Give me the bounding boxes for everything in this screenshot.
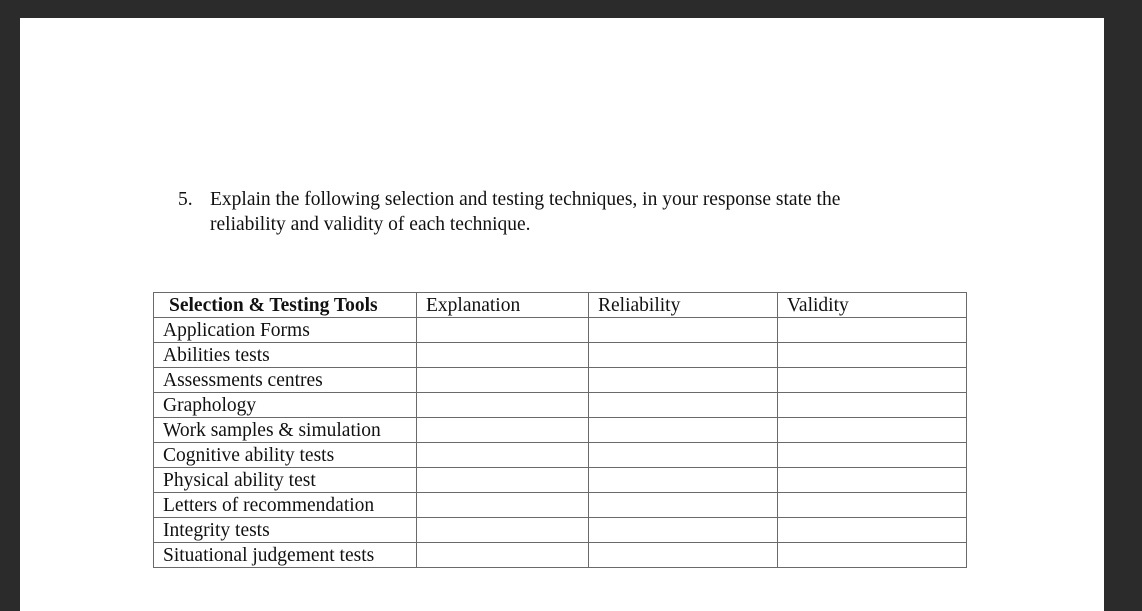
explanation-cell[interactable]	[417, 493, 589, 518]
explanation-cell[interactable]	[417, 518, 589, 543]
explanation-cell[interactable]	[417, 543, 589, 568]
tool-name-cell: Letters of recommendation	[154, 493, 417, 518]
table-row	[154, 343, 967, 368]
selection-testing-table	[153, 292, 967, 568]
reliability-cell[interactable]	[589, 368, 778, 393]
table-row	[154, 393, 967, 418]
reliability-cell[interactable]	[589, 418, 778, 443]
tool-name-cell: Work samples & simulation	[154, 418, 417, 443]
question-number: 5.	[178, 189, 193, 210]
validity-cell[interactable]	[778, 368, 967, 393]
tool-name-cell: Situational judgement tests	[154, 543, 417, 568]
explanation-cell[interactable]	[417, 368, 589, 393]
table-row	[154, 443, 967, 468]
reliability-cell[interactable]	[589, 543, 778, 568]
question-text-line-2: reliability and validity of each technique.	[210, 214, 531, 235]
validity-cell[interactable]	[778, 318, 967, 343]
table-row	[154, 318, 967, 343]
header-validity: Validity	[778, 293, 967, 318]
explanation-cell[interactable]	[417, 443, 589, 468]
tool-name-cell: Integrity tests	[154, 518, 417, 543]
tool-name-cell: Graphology	[154, 393, 417, 418]
validity-cell[interactable]	[778, 443, 967, 468]
tool-name-cell: Physical ability test	[154, 468, 417, 493]
explanation-cell[interactable]	[417, 318, 589, 343]
validity-cell[interactable]	[778, 393, 967, 418]
table-row	[154, 493, 967, 518]
question-text-line-1: Explain the following selection and testing techniques, in your response state the	[210, 189, 841, 210]
reliability-cell[interactable]	[589, 493, 778, 518]
table-header-row	[154, 293, 967, 318]
document-page	[20, 18, 1104, 611]
table-row	[154, 368, 967, 393]
validity-cell[interactable]	[778, 418, 967, 443]
tool-name-cell: Assessments centres	[154, 368, 417, 393]
explanation-cell[interactable]	[417, 393, 589, 418]
reliability-cell[interactable]	[589, 443, 778, 468]
tool-name-cell: Application Forms	[154, 318, 417, 343]
tool-name-cell: Cognitive ability tests	[154, 443, 417, 468]
validity-cell[interactable]	[778, 543, 967, 568]
table-row	[154, 518, 967, 543]
reliability-cell[interactable]	[589, 518, 778, 543]
table-row	[154, 418, 967, 443]
reliability-cell[interactable]	[589, 318, 778, 343]
explanation-cell[interactable]	[417, 418, 589, 443]
validity-cell[interactable]	[778, 493, 967, 518]
header-explanation: Explanation	[417, 293, 589, 318]
validity-cell[interactable]	[778, 518, 967, 543]
reliability-cell[interactable]	[589, 343, 778, 368]
header-selection-testing-tools: Selection & Testing Tools	[154, 293, 417, 318]
question-text	[210, 187, 938, 237]
reliability-cell[interactable]	[589, 468, 778, 493]
tool-name-cell: Abilities tests	[154, 343, 417, 368]
validity-cell[interactable]	[778, 468, 967, 493]
explanation-cell[interactable]	[417, 343, 589, 368]
table-row	[154, 468, 967, 493]
table-row	[154, 543, 967, 568]
header-reliability: Reliability	[589, 293, 778, 318]
reliability-cell[interactable]	[589, 393, 778, 418]
explanation-cell[interactable]	[417, 468, 589, 493]
validity-cell[interactable]	[778, 343, 967, 368]
